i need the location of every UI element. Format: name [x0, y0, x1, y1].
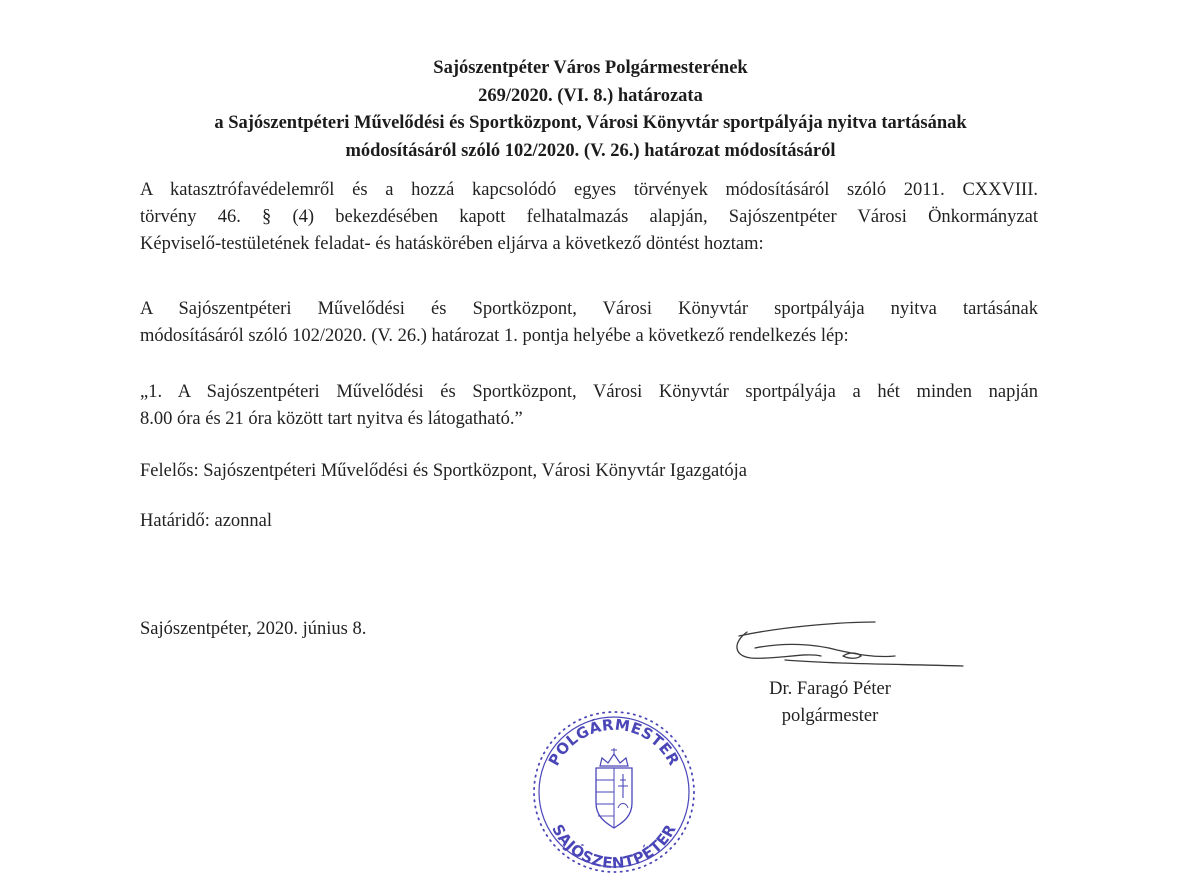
- svg-text:SAJÓSZENTPÉTER: [548, 821, 679, 872]
- preamble-line-1: A katasztrófavédelemről és a hozzá kapcsolódó egyes törvények módosításáról szóló 2011. CXXVIII.: [140, 180, 1038, 200]
- provision-line-1: „1. A Sajószentpéteri Művelődési és Sportközpont, Városi Könyvtár sportpályája a hét minden napján: [140, 382, 1038, 402]
- seal-bottom-text: SAJÓSZENTPÉTER: [548, 821, 680, 873]
- place-date-line: Sajószentpéter, 2020. június 8.: [140, 619, 367, 639]
- signer-name: Dr. Faragó Péter: [769, 679, 891, 699]
- svg-text:POLGÁRMESTER: [545, 716, 683, 769]
- heading-line-4: módosításáról szóló 102/2020. (V. 26.) határozat módosításáról: [345, 140, 836, 161]
- preamble-line-2: törvény 46. § (4) bekezdésében kapott felhatalmazás alapján, Sajószentpéter Városi Önkormányzat: [140, 207, 1038, 227]
- preamble-line-3: Képviselő-testületének feladat- és hatáskörében eljárva a következő döntést hoztam:: [140, 234, 764, 254]
- deadline-line: Határidő: azonnal: [140, 511, 273, 531]
- signer-block: [740, 676, 920, 730]
- document-heading: [0, 55, 1181, 165]
- heading-line-2: 269/2020. (VI. 8.) határozata: [478, 85, 703, 106]
- decision-line-1: A Sajószentpéteri Művelődési és Sportközpont, Városi Könyvtár sportpályája nyitva tartásának: [140, 299, 1038, 319]
- heading-line-1: Sajószentpéter Város Polgármesterének: [433, 58, 748, 78]
- official-seal: [530, 708, 698, 876]
- decision-line-2: módosításáról szóló 102/2020. (V. 26.) határozat 1. pontja helyébe a következő rendelkezés lép:: [140, 326, 849, 346]
- seal-top-text: POLGÁRMESTER: [544, 715, 684, 769]
- provision-paragraph: [140, 379, 1038, 433]
- signer-title: polgármester: [781, 706, 879, 726]
- provision-line-2: 8.00 óra és 21 óra között tart nyitva és látogatható.”: [140, 409, 523, 429]
- signature-image: [725, 612, 970, 672]
- responsible-line: Felelős: Sajószentpéteri Művelődési és Sportközpont, Városi Könyvtár Igazgatója: [140, 461, 747, 481]
- heading-line-3: a Sajószentpéteri Művelődési és Sportközpont, Városi Könyvtár sportpályája nyitva tartásának: [214, 113, 967, 133]
- preamble-paragraph: [140, 177, 1038, 258]
- decision-paragraph: [140, 296, 1038, 350]
